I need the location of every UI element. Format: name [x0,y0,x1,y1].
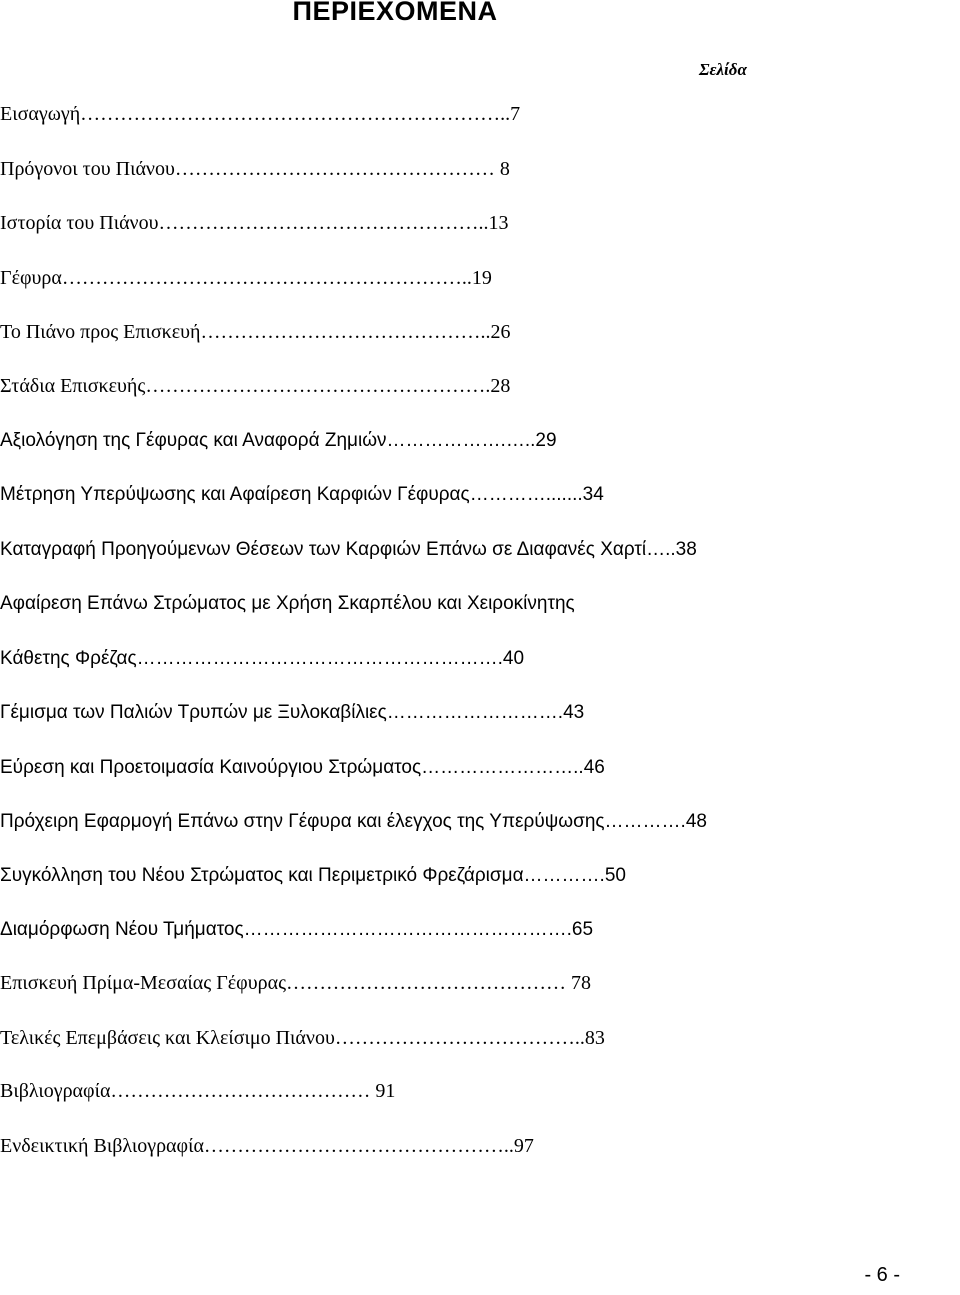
toc-entry[interactable]: Το Πιάνο προς Επισκευή……………………………………..26 [0,321,511,343]
toc-entry[interactable]: Συγκόλληση του Νέου Στρώματος και Περιμετρικό Φρεζάρισμα………….50 [0,865,626,886]
toc-entry[interactable]: Αξιολόγηση της Γέφυρας και Αναφορά Ζημιών……………….…..29 [0,430,557,451]
toc-entry[interactable]: Κάθετης Φρέζας………………………………………………….40 [0,648,525,669]
page-title: ΠΕΡΙΕΧΟΜΕΝΑ [292,0,498,26]
toc-entry[interactable]: Πρόχειρη Εφαρμογή Επάνω στην Γέφυρα και έλεγχος της Υπερύψωσης………….48 [0,811,707,832]
toc-entry[interactable]: Πρόγονοι του Πιάνου………………………………………… 8 [0,158,510,180]
footer-page-number: - 6 - [864,1264,900,1286]
page-column-label: Σελίδα [699,60,747,79]
toc-entry[interactable]: Τελικές Επεμβάσεις και Κλείσιμο Πιάνου………………………………..83 [0,1027,605,1049]
toc-entry[interactable]: Εύρεση και Προετοιμασία Καινούργιου Στρώματος……………………..46 [0,757,605,778]
toc-entry[interactable]: Μέτρηση Υπερύψωσης και Αφαίρεση Καρφιών Γέφυρας………….......34 [0,484,604,505]
toc-entry[interactable]: Γέφυρα……………………………………………………..19 [0,267,492,289]
toc-entry[interactable]: Γέμισμα των Παλιών Τρυπών με Ξυλοκαβίλιες……………………….43 [0,702,585,723]
toc-entry[interactable]: Επισκευή Πρίμα-Μεσαίας Γέφυρας…………………………………… 78 [0,972,591,994]
toc-entry[interactable]: Διαμόρφωση Νέου Τμήματος…………………………………………….65 [0,919,594,940]
toc-entry[interactable]: Βιβλιογραφία………………………………… 91 [0,1080,396,1102]
toc-entry[interactable]: Εισαγωγή………………………………………………………..7 [0,103,521,125]
toc-entry[interactable]: Αφαίρεση Επάνω Στρώματος με Χρήση Σκαρπέλου και Χειροκίνητης [0,593,575,614]
toc-entry[interactable]: Καταγραφή Προηγούμενων Θέσεων των Καρφιών Επάνω σε Διαφανές Χαρτί…..38 [0,539,697,560]
toc-entry[interactable]: Ιστορία του Πιάνου…………………………………………..13 [0,212,509,234]
toc-entry[interactable]: Ενδεικτική Βιβλιογραφία………………………………………..97 [0,1135,534,1157]
toc-entry[interactable]: Στάδια Επισκευής…………………………………………….28 [0,375,511,397]
